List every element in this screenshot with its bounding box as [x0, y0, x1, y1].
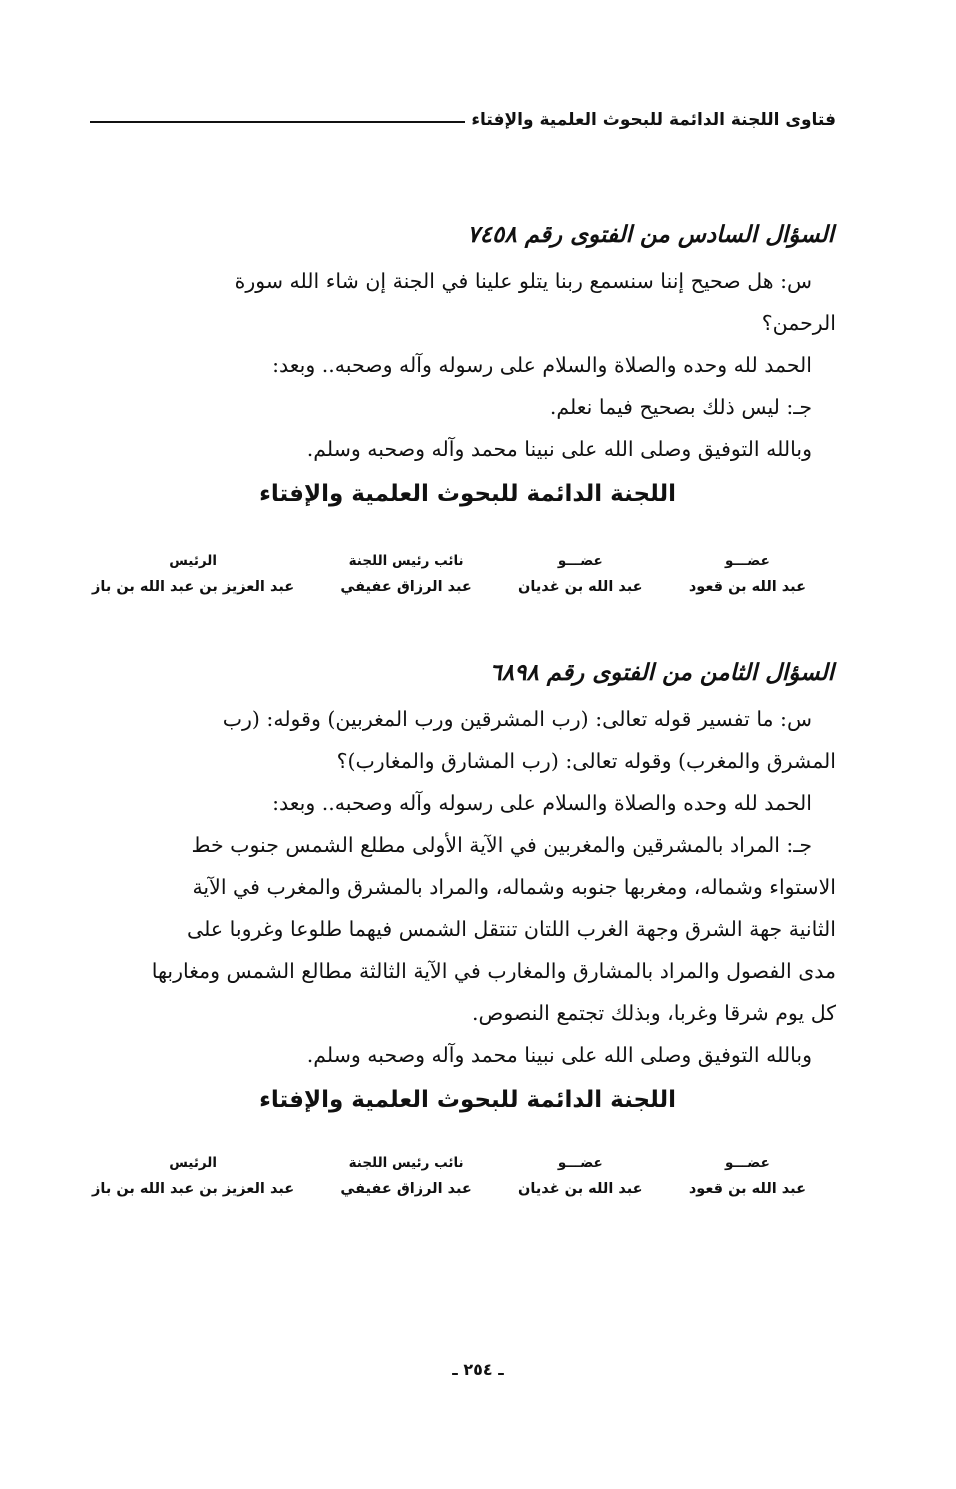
answer-text-line: مدى الفصول والمراد بالمشارق والمغارب في الآية الثالثة مطالع الشمس ومغاربها	[151, 959, 836, 983]
closing-text: وبالله التوفيق وصلى الله على نبينا محمد وآله وصحبه وسلم.	[306, 1043, 812, 1067]
answer-text-line: الاستواء وشماله، ومغربها جنوبه وشماله، والمراد بالمشرق والمغرب في الآية	[192, 875, 836, 899]
signatory-role: الرئيس	[169, 553, 217, 569]
signature-block	[92, 1150, 806, 1202]
signatory	[92, 548, 294, 600]
signatory	[518, 1150, 643, 1202]
question-text-line: المشرق والمغرب) وقوله تعالى: (رب المشارق والمغارب)؟	[336, 749, 836, 773]
committee-name: اللجنة الدائمة للبحوث العلمية والإفتاء	[259, 1087, 676, 1113]
signatory-role: الرئيس	[169, 1155, 217, 1171]
signatory	[92, 1150, 294, 1202]
answer-text-line: جـ: المراد بالمشرقين والمغربين في الآية الأولى مطلع الشمس جنوب خط	[191, 833, 812, 857]
running-header-title: فتاوى اللجنة الدائمة للبحوث العلمية والإفتاء	[471, 110, 836, 130]
signatory	[689, 548, 806, 600]
signatory	[340, 548, 471, 600]
closing-text: وبالله التوفيق وصلى الله على نبينا محمد وآله وصحبه وسلم.	[306, 437, 812, 461]
signatory	[518, 548, 643, 600]
fatwa-section-2	[90, 648, 836, 1124]
signatory-name: عبد الرزاق عفيفي	[340, 579, 472, 595]
question-text-line: س: هل صحيح إننا سنسمع ربنا يتلو علينا في الجنة إن شاء الله سورة	[234, 269, 812, 293]
committee-name: اللجنة الدائمة للبحوث العلمية والإفتاء	[259, 481, 676, 507]
signatory-name: عبد الله بن غديان	[518, 579, 643, 595]
signatory-role: عضـــو	[557, 553, 603, 569]
question-text-line: س: ما تفسير قوله تعالى: (رب المشرقين ورب المغربين) وقوله: (رب	[222, 707, 812, 731]
preamble-text: الحمد لله وحده والصلاة والسلام على رسوله وآله وصحبه.. وبعد:	[272, 353, 812, 377]
signatory-name: عبد العزيز بن عبد الله بن باز	[92, 579, 295, 595]
preamble-text: الحمد لله وحده والصلاة والسلام على رسوله وآله وصحبه.. وبعد:	[272, 791, 812, 815]
signatory-role: عضـــو	[724, 553, 770, 569]
signatory-role: نائب رئيس اللجنة	[348, 1155, 464, 1171]
signatory-role: عضـــو	[724, 1155, 770, 1171]
signatory-name: عبد الله بن قعود	[688, 1181, 806, 1197]
signatory-role: عضـــو	[557, 1155, 603, 1171]
answer-text-line: كل يوم شرقا وغربا، وبذلك تجتمع النصوص.	[472, 1001, 836, 1025]
signature-block	[92, 548, 806, 600]
signatory-name: عبد الله بن قعود	[688, 579, 806, 595]
question-heading: السؤال الثامن من الفتوى رقم ٦٨٩٨	[489, 659, 834, 686]
signatory-name: عبد الرزاق عفيفي	[340, 1181, 472, 1197]
fatwa-section-1	[90, 210, 836, 518]
answer-text: جـ: ليس ذلك بصحيح فيما نعلم.	[549, 395, 812, 419]
signatory-name: عبد الله بن غديان	[518, 1181, 643, 1197]
running-header-rule	[90, 121, 465, 123]
question-heading: السؤال السادس من الفتوى رقم ٧٤٥٨	[467, 221, 834, 248]
signatory-name: عبد العزيز بن عبد الله بن باز	[92, 1181, 295, 1197]
signatory	[689, 1150, 806, 1202]
question-text-line: الرحمن؟	[761, 311, 836, 335]
page-number: ـ ٢٥٤ ـ	[452, 1360, 504, 1379]
signatory	[340, 1150, 471, 1202]
signatory-role: نائب رئيس اللجنة	[348, 553, 464, 569]
answer-text-line: الثانية جهة الشرق وجهة الغرب اللتان تنتقل الشمس فيهما طلوعا وغروبا على	[187, 917, 836, 941]
running-header	[90, 102, 836, 138]
